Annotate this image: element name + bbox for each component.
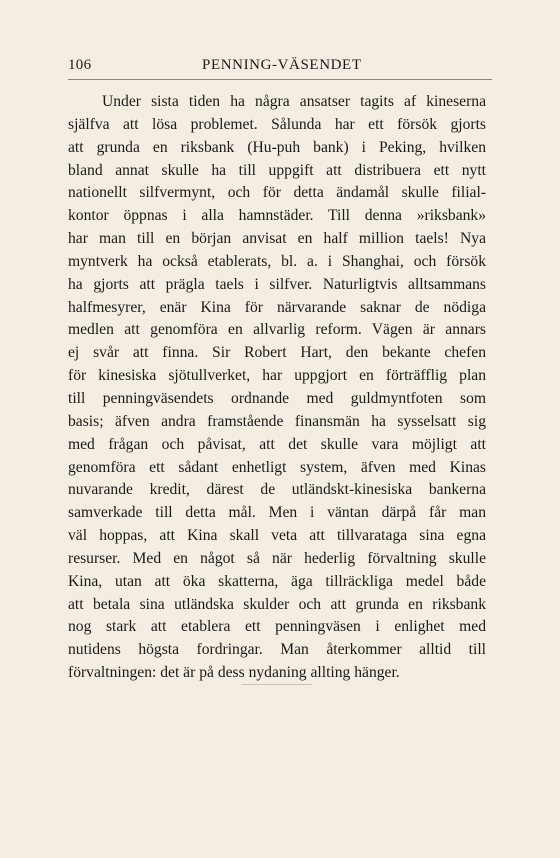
text-line: för kinesiska sjötullverket, har uppgjort en förträfflig plan: [68, 367, 486, 385]
text-line: ej svår att finna. Sir Robert Hart, den bekante chefen: [68, 344, 486, 362]
text-line: genomföra ett sådant enhetligt system, äfven med Kinas: [68, 458, 486, 476]
text-line: medlen att genomföra en allvarlig reform. Vägen är annars: [68, 321, 486, 339]
text-line: myntverk ha också etablerats, bl. a. i Shanghai, och försök: [68, 252, 486, 270]
text-line: att grunda en riksbank (Hu-puh bank) i Peking, hvilken: [68, 138, 486, 156]
body-paragraph: [68, 91, 486, 685]
end-rule: [242, 684, 312, 685]
header-rule: [68, 79, 492, 80]
text-line: själfva att lösa problemet. Sålunda har ett försök gjorts: [68, 115, 486, 133]
text-line: Kina, utan att öka skatterna, äga tillräckliga medel både: [68, 572, 486, 590]
text-line: ha gjorts att prägla taels i silfver. Naturligtvis alltsammans: [68, 275, 486, 293]
text-line: halfmesyrer, enär Kina för närvarande saknar de nödiga: [68, 298, 486, 316]
text-line: nog stark att etablera ett penningväsen i enlighet med: [68, 618, 486, 636]
text-line: basis; äfven andra framstående finansmän ha sysselsatt sig: [68, 412, 486, 430]
text-line: kontor öppnas i alla hamnstäder. Till denna »riksbank»: [68, 207, 486, 225]
text-line: med frågan och påvisat, att det skulle vara möjligt att: [68, 435, 486, 453]
page-header: [68, 57, 492, 79]
text-line: att betala sina utländska skulder och att grunda en riksbank: [68, 595, 486, 613]
text-line: nuvarande kredit, därest de utländskt-kinesiska bankerna: [68, 481, 486, 499]
text-line: till penningväsendets ordnande med guldmyntfoten som: [68, 389, 486, 407]
text-line: Under sista tiden ha några ansatser tagits af kineserna: [102, 93, 486, 110]
text-line: resurser. Med en något så när hederlig förvaltning skulle: [68, 549, 486, 567]
running-head: PENNING-VÄSENDET: [202, 57, 362, 73]
text-line: nutidens högsta fordringar. Man återkommer alltid till: [68, 641, 486, 659]
page-number: 106: [68, 57, 92, 73]
text-line: har man till en början anvisat en half million taels! Nya: [68, 230, 486, 248]
text-line: samverkade till detta mål. Men i väntan därpå får man: [68, 504, 486, 522]
text-line: väl hoppas, att Kina skall veta att tillvarataga sina egna: [68, 527, 486, 545]
text-line: förvaltningen: det är på dess nydaning allting hänger.: [68, 664, 400, 682]
text-line: nationellt silfvermynt, och för detta ändamål skulle filial-: [68, 184, 486, 202]
text-line: bland annat skulle ha till uppgift att distribuera ett nytt: [68, 161, 486, 179]
